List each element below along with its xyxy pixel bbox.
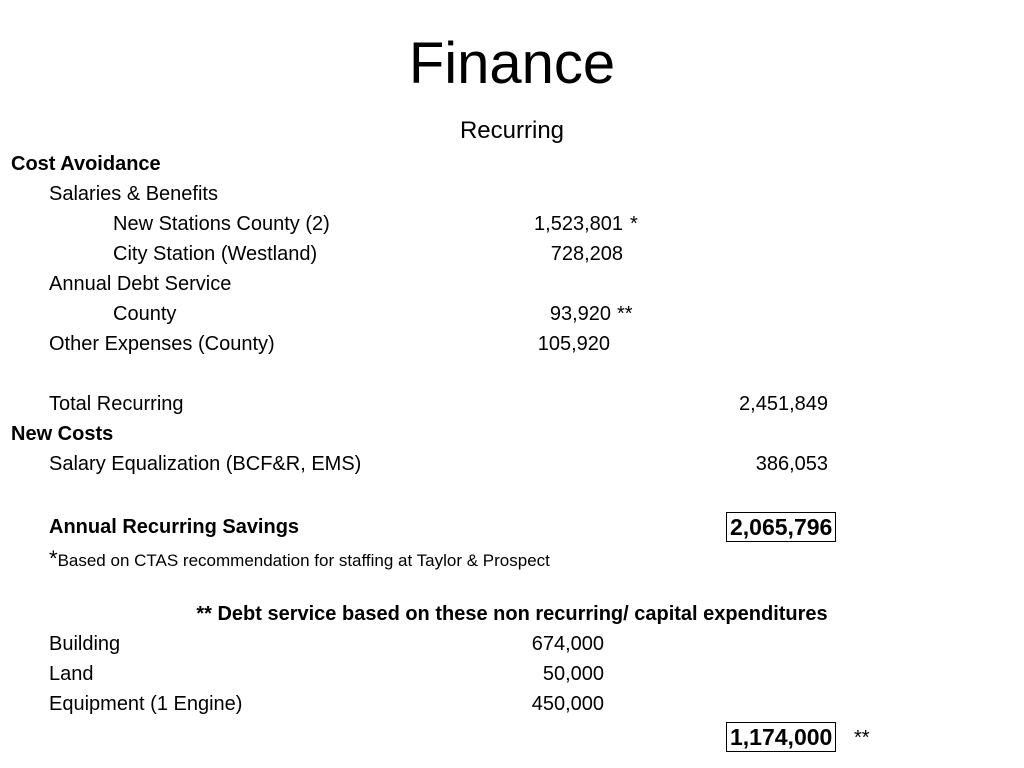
equipment-label: Equipment (1 Engine) [49, 693, 243, 715]
other-expenses-value: 105,920 [537, 333, 610, 355]
county-value: 93,920 [549, 303, 611, 325]
annual-recurring-savings-value: 2,065,796 [726, 512, 836, 542]
cost-avoidance-heading: Cost Avoidance [11, 153, 161, 175]
page-subtitle: Recurring [459, 117, 565, 144]
county-label: County [113, 303, 177, 325]
city-station-label: City Station (Westland) [113, 243, 318, 265]
footnote [49, 546, 550, 572]
footnote-text: Based on CTAS recommendation for staffing at Taylor & Prospect [57, 551, 550, 570]
total-recurring-value: 2,451,849 [739, 393, 828, 415]
new-stations-note: * [630, 213, 638, 235]
salary-equalization-label: Salary Equalization (BCF&R, EMS) [49, 453, 362, 475]
annual-recurring-savings-label: Annual Recurring Savings [49, 516, 300, 538]
county-note: ** [617, 303, 633, 325]
annual-debt-service-heading: Annual Debt Service [49, 273, 232, 295]
capital-total-value: 1,174,000 [726, 722, 836, 752]
page-title: Finance [408, 31, 616, 96]
non-recurring-heading: ** Debt service based on these non recurring/ capital expenditures [196, 603, 828, 625]
new-stations-value: 1,523,801 [534, 213, 623, 235]
new-costs-heading: New Costs [11, 423, 114, 445]
land-value: 50,000 [542, 663, 604, 685]
salary-equalization-value: 386,053 [755, 453, 828, 475]
other-expenses-label: Other Expenses (County) [49, 333, 275, 355]
city-station-value: 728,208 [550, 243, 623, 265]
building-value: 674,000 [531, 633, 604, 655]
salaries-benefits-heading: Salaries & Benefits [49, 183, 218, 205]
land-label: Land [49, 663, 94, 685]
capital-total-note: ** [854, 727, 870, 749]
footnote-star: * [49, 546, 58, 571]
total-recurring-label: Total Recurring [49, 393, 184, 415]
equipment-value: 450,000 [531, 693, 604, 715]
building-label: Building [49, 633, 121, 655]
new-stations-label: New Stations County (2) [113, 213, 330, 235]
